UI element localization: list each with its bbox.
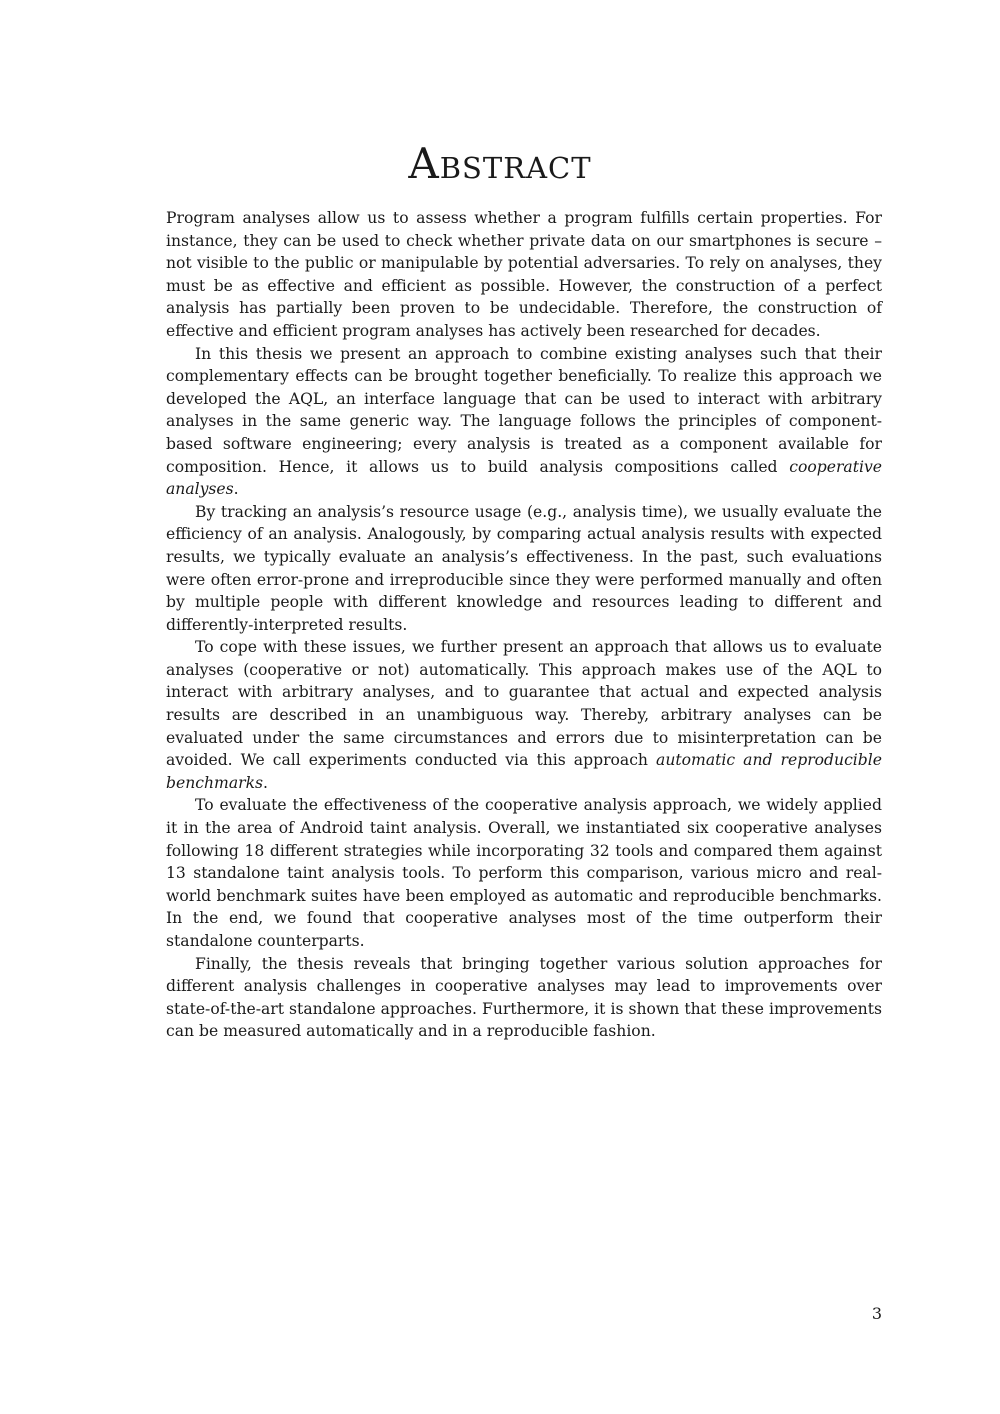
abstract-body bbox=[166, 207, 882, 1043]
abstract-paragraph-3 bbox=[166, 501, 882, 637]
page-number: 3 bbox=[871, 1304, 882, 1323]
paragraph-text-end: . bbox=[233, 480, 239, 499]
abstract-paragraph-1 bbox=[166, 207, 882, 343]
page-title: Abstract bbox=[408, 139, 592, 188]
abstract-paragraph-6 bbox=[166, 953, 882, 1043]
paragraph-text: By tracking an analysis’s resource usage (e.g., analysis time), we usually evaluate the efficiency of an analysis. Analogously, by comparing actual analysis results with expected results, we typically evaluate an analysis’s effectiveness. In the past, such evaluations were often error-prone and irreproducible since they were performed manually and often by multiple people with different knowledge and resources leading to different and differently-interpreted results. bbox=[166, 502, 882, 634]
paragraph-text: Program analyses allow us to assess whether a program fulfills certain properties. For instance, they can be used to check whether private data on our smartphones is secure – not visible to the public or manipulable by potential adversaries. To rely on analyses, they must be as effective and efficient as possible. However, the construction of a perfect analysis has partially been proven to be undecidable. Therefore, the construction of effective and efficient program analyses has actively been researched for decades. bbox=[166, 209, 882, 340]
emphasized-term: automatic and reproducible benchmarks bbox=[166, 751, 882, 792]
paragraph-text: In this thesis we present an approach to combine existing analyses such that their complementary effects can be brought together beneficially. To realize this approach we developed the AQL, an interface language that can be used to interact with arbitrary analyses in the same generic way. The language follows the principles of component-based software engineering; every analysis is treated as a component available for composition. Hence, it allows us to build analysis compositions called bbox=[166, 344, 882, 476]
abstract-paragraph-4 bbox=[166, 636, 882, 794]
abstract-paragraph-2 bbox=[166, 343, 882, 501]
emphasized-term: cooperative analyses bbox=[166, 457, 882, 499]
paragraph-text: To cope with these issues, we further present an approach that allows us to evaluate analyses (cooperative or not) automatically. This approach makes use of the AQL to interact with arbitrary analyses, and to guarantee that actual and expected analysis results are described in an unambiguous way. Thereby, arbitrary analyses can be evaluated under the same circumstances and errors due to misinterpretation can be avoided. We call experiments conducted via this approach bbox=[166, 638, 882, 770]
paragraph-text-end: . bbox=[263, 773, 268, 792]
paragraph-text: To evaluate the effectiveness of the cooperative analysis approach, we widely applied it in the area of Android taint analysis. Overall, we instantiated six cooperative analyses following 18 different strategies while incorporating 32 tools and compared them against 13 standalone taint analysis tools. To perform this comparison, various micro and real-world benchmark suites have been employed as automatic and reproducible benchmarks. In the end, we found that cooperative analyses most of the time outperform their standalone counterparts. bbox=[166, 796, 882, 950]
abstract-paragraph-5 bbox=[166, 794, 882, 952]
paragraph-text: Finally, the thesis reveals that bringing together various solution approaches for different analysis challenges in cooperative analyses may lead to improvements over state-of-the-art standalone approaches. Furthermore, it is shown that these improvements can be measured automatically and in a reproducible fashion. bbox=[166, 954, 882, 1041]
